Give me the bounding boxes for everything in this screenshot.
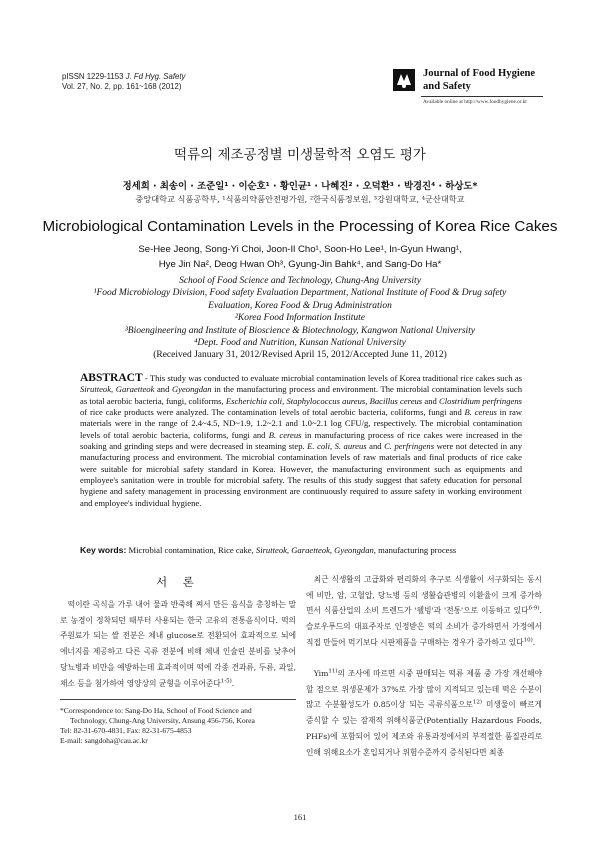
issn: pISSN 1229-1153 J. Fd Hyg. Safety	[62, 72, 186, 81]
journal-logo-icon	[393, 69, 415, 91]
korean-title: 떡류의 제조공정별 미생물학적 오염도 평가	[174, 147, 426, 163]
korean-authors: 정세희 · 최송이 · 조준일¹ · 이순호¹ · 황인균¹ · 나혜진² · 오덕환³ · 박경진⁴ · 하상도*	[122, 181, 478, 192]
english-authors: Se-Hee Jeong, Song-Yi Choi, Joon-Il Cho¹, Soon-Ho Lee¹, In-Gyun Hwang¹, Hye Jin Na², Deog Hwan Oh³, Gyung-Jin Bahk⁴, and Sang-Do Ha*	[138, 244, 462, 270]
intro-paragraph-right-1: 최근 식생활의 고급화와 편리화의 추구로 식생활이 서구화되는 동시에 비만, 암, 고혈압, 당뇨병 등의 생활습관병의 이환율이 크게 증가하면서 식품산업의 소비 트렌드가 '웰빙'과 '전통'으로 이동하고 있다$^{6-9)}$. 슬로우푸드의 대표주자로 인정받은 떡의 소비가 증가하면서 가정에서 직접 만들어 먹기보다 시판제품을 구매하는 경우가 증가하고 있다$^{10)}$.	[306, 575, 542, 647]
abstract-label: ABSTRACT	[80, 372, 143, 384]
english-affiliations: School of Food Science and Technology, Chung-Ang University ¹Food Microbiology Division, Food safety Evaluation Department, National Institute of Food & Drug safety Evaluation, Korea Food & Drug Administration ²Korea Food Information Institute ³Bioengineering and Institute of Bioscience & Biotechnology, Kangwon National University ⁴Dept. Food and Nutrition, Kunsan National University (Received January 31, 2012/Revised April 15, 2012/Accepted June 11, 2012)	[0, 275, 600, 362]
journal-abbrev: J. Fd Hyg. Safety	[123, 72, 186, 81]
intro-paragraph-left: 떡이란 곡식을 가루 내어 물과 반죽해 쪄서 만든 음식을 총칭하는 말로 농경이 정착되던 때부터 사용되는 한국 고유의 전통음식이다. 떡의 주원료가 되는 쌀 전분은 체내 glucose로 전환되어 효과적으로 뇌에 에너지를 제공하고 다른 곡류 전분에 비해 체내 인슐린 분비를 낮추어 당뇨병과 비만을 예방하는데 효과적이며 떡에 각종 견과류, 두류, 과일, 채소 등을 첨가하여 영양상의 균형을 이루어준다$^{1-5)}$.	[60, 600, 296, 688]
journal-title: Journal of Food Hygiene and Safety	[423, 68, 536, 92]
footnote-divider	[60, 699, 296, 700]
keywords: Key words: Microbial contamination, Rice cake, Sirutteok, Garaetteok, Gyeongdan, manufacturing process	[80, 545, 457, 555]
journal-divider	[421, 96, 543, 97]
keywords-label: Key words:	[80, 545, 127, 555]
received-dates: (Received January 31, 2012/Revised April 15, 2012/Accepted June 11, 2012)	[153, 350, 447, 361]
korean-affiliations: 중앙대학교 식품공학부, ¹식품의약품안전평가원, ²한국식품정보원, ³강원대학교, ⁴군산대학교	[135, 194, 465, 204]
intro-paragraph-right-2: Yim$^{11)}$의 조사에 따르면 시중 판매되는 떡류 제품 중 가장 개선해야 할 점으로 위생문제가 37%로 가장 많이 지적되고 있는데 떡은 수분이 많고 수분활성도가 0.85이상 되는 곡류식품으로$^{12)}$ 미생물이 빠르게 증식할 수 있는 잠재적 위해식품군(Potentially Hazardous Foods, PHFs)에 포함되어 있어 제조와 유통과정에서의 부적절한 품질관리로 인해 위해요소가 혼입되거나 위험수준까지 증식된다면 최종	[306, 668, 542, 757]
email: E-mail: sangdoha@cau.ac.kr	[60, 736, 148, 745]
citation-meta	[62, 72, 185, 92]
volume-info: Vol. 27, No. 2, pp. 161~168 (2012)	[62, 82, 182, 91]
journal-url: Available online at http://www.foodhygiene.or.kr	[423, 99, 527, 105]
english-title: Microbiological Contamination Levels in the Processing of Korea Rice Cakes	[42, 218, 558, 235]
page-number: 161	[293, 812, 307, 822]
correspondence-footnote: *Correspondence to: Sang-Do Ha, School of Food Science and Technology, Chung-Ang University, Ansung 456-756, Korea Tel: 82-31-670-4831, Fax: 82-31-675-4853 E-mail: sangdoha@cau.ac.kr	[60, 706, 255, 745]
abstract: ABSTRACT - This study was conducted to evaluate microbial contamination levels of Korea traditional rice cakes such as Sirutteok, Garaetteok and Gyeongdan in the manufacturing process and environment. The microbial contamination levels such as total aerobic bacteria, fungi, coliforms, Escherichia coli, Staphylococcus aureus, Bacillus cereus and Clostridium perfringens of rice cake products were analyzed. The contamination levels of total aerobic bacteria, coliforms, fungi and B. cereus in raw materials were in the range of 2.4~4.5, ND~1.9, 1.2~2.1 and 1.0~2.1 log CFU/g, respectively. The microbial contamination levels of total aerobic bacteria, coliforms, fungi and B. cereus in manufacturing process of rice cakes were increased in the soaking and grinding steps and were decreased in steaming step. E. coli, S. aureus and C. perfringens were not detected in any manufacturing process and environment. The microbial contamination levels of raw materials and final products of rice cake were suitable for microbial safety standard in Korea. However, the manufacturing environment such as equipments and employee's sanitation were in trouble for microbial safety. The results of this study suggest that safety education for personal hygiene and safety management in processing environment are continuously required to assure safety in working environment and employee's individual hygiene.	[80, 372, 523, 508]
section-heading-introduction: 서 론	[156, 575, 200, 589]
